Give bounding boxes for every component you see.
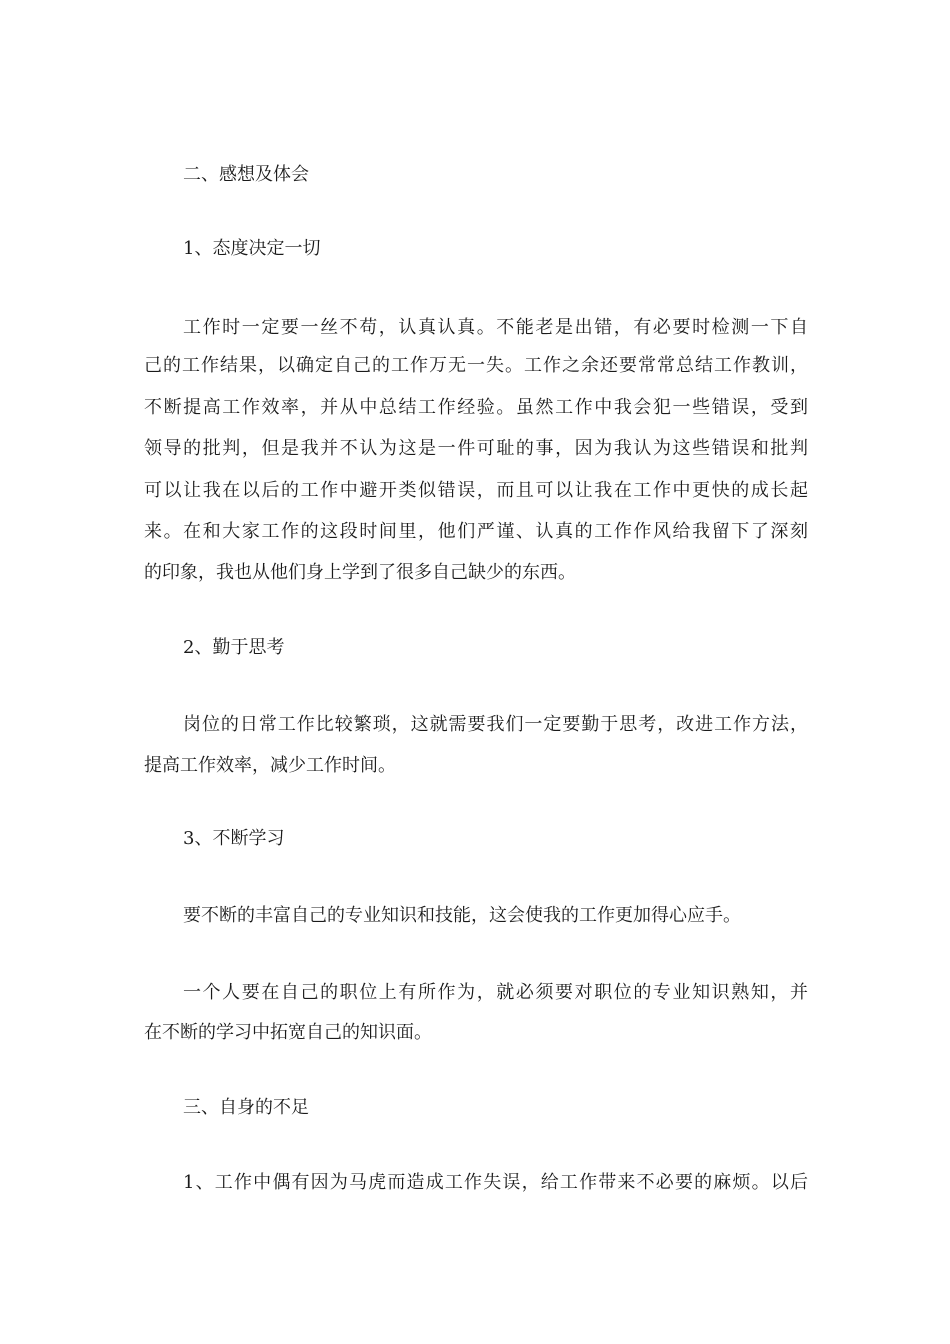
subsection-heading: 3、不断学习 — [183, 828, 285, 849]
paragraph-line: 一个人要在自己的职位上有所作为，就必须要对职位的专业知识熟知，并 — [183, 982, 808, 1003]
paragraph-line: 来。在和大家工作的这段时间里，他们严谨、认真的工作作风给我留下了深刻 — [144, 521, 808, 542]
paragraph-line: 的印象，我也从他们身上学到了很多自己缺少的东西。 — [144, 562, 576, 583]
paragraph-line: 领导的批判，但是我并不认为这是一件可耻的事，因为我认为这些错误和批判 — [144, 438, 808, 459]
paragraph-line: 1、工作中偶有因为马虎而造成工作失误，给工作带来不必要的麻烦。以后 — [183, 1172, 808, 1193]
paragraph-line: 工作时一定要一丝不苟，认真认真。不能老是出错，有必要时检测一下自 — [183, 317, 808, 338]
paragraph-line: 岗位的日常工作比较繁琐，这就需要我们一定要勤于思考，改进工作方法， — [183, 714, 808, 735]
section-heading: 三、自身的不足 — [183, 1097, 309, 1118]
paragraph-line: 要不断的丰富自己的专业知识和技能，这会使我的工作更加得心应手。 — [183, 905, 741, 926]
paragraph-line: 提高工作效率，减少工作时间。 — [144, 755, 396, 776]
section-heading: 二、感想及体会 — [183, 164, 309, 185]
paragraph-line: 可以让我在以后的工作中避开类似错误，而且可以让我在工作中更快的成长起 — [144, 480, 808, 501]
paragraph-line: 己的工作结果，以确定自己的工作万无一失。工作之余还要常常总结工作教训， — [144, 355, 808, 376]
paragraph-line: 在不断的学习中拓宽自己的知识面。 — [144, 1022, 432, 1043]
subsection-heading: 2、勤于思考 — [183, 637, 285, 658]
paragraph-line: 不断提高工作效率，并从中总结工作经验。虽然工作中我会犯一些错误，受到 — [144, 397, 808, 418]
subsection-heading: 1、态度决定一切 — [183, 238, 321, 259]
